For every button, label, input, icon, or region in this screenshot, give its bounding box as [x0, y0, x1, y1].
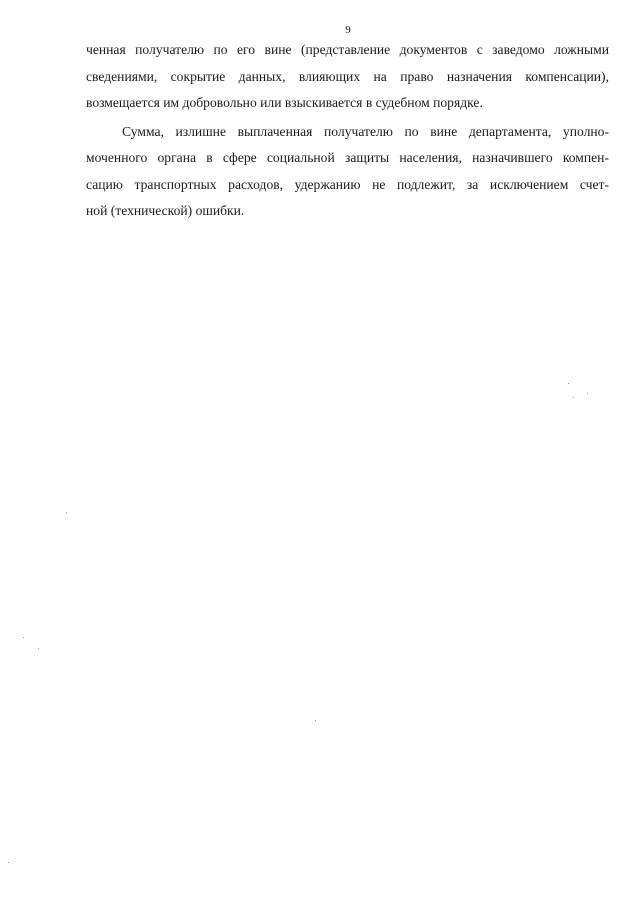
paragraph-2 — [86, 119, 609, 225]
paragraph-line: возмещается им добровольно или взыскивается в судебном порядке. — [86, 95, 483, 110]
paragraph-line: ной (технической) ошибки. — [86, 203, 245, 218]
scan-speck — [573, 397, 574, 398]
scan-speck — [38, 648, 39, 649]
scan-speck — [568, 383, 569, 384]
page-number: 9 — [345, 24, 351, 36]
scan-speck — [66, 512, 67, 513]
paragraph-line: сацию транспортных расходов, удержанию не подлежит, за исключением счет- — [86, 176, 609, 192]
paragraph-line: сведениями, сокрытие данных, влияющих на право назначения компенсации), — [86, 68, 609, 84]
scan-speck — [8, 862, 9, 863]
scan-speck — [587, 393, 588, 394]
body-text — [86, 37, 609, 225]
paragraph-line: ченная получателю по его вине (представление документов с заведомо ложными — [86, 42, 609, 57]
paragraph-line: Сумма, излишне выплаченная получателю по вине департамента, уполно- — [122, 123, 609, 139]
paragraph-line: моченного органа в сфере социальной защиты населения, назначившего компен- — [86, 150, 609, 165]
scan-speck — [23, 637, 24, 638]
paragraph-1 — [86, 37, 609, 117]
scan-speck — [315, 720, 316, 721]
